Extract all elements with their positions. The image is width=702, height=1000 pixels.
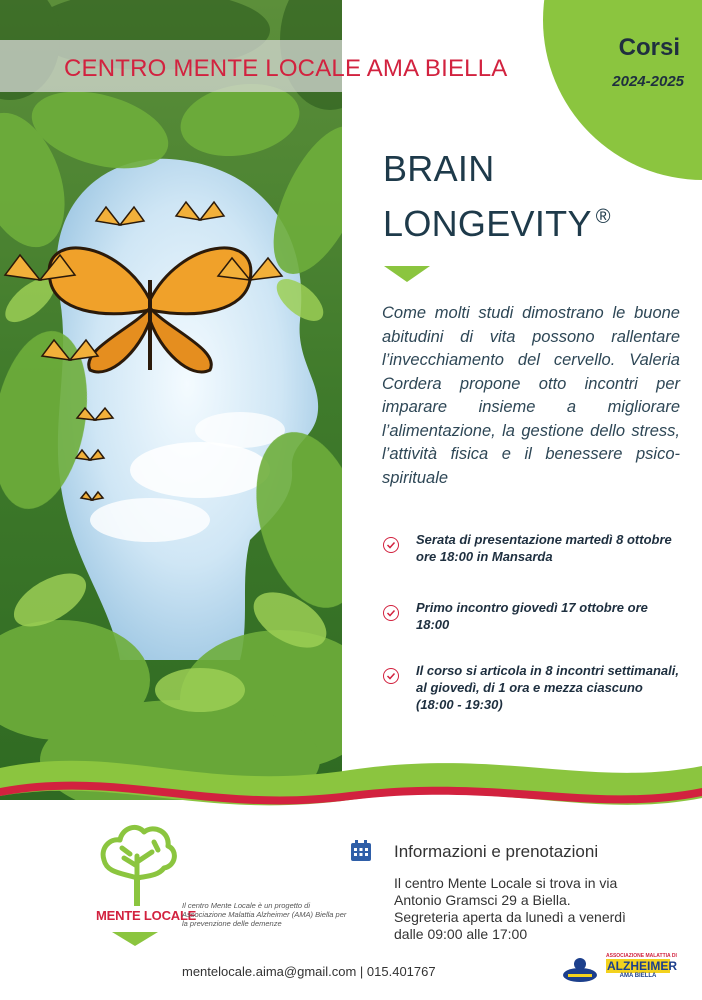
assoc-top: ASSOCIAZIONE MALATTIA DI bbox=[606, 953, 677, 959]
info-heading: Informazioni e prenotazioni bbox=[394, 842, 599, 861]
course-title-line2: LONGEVITY bbox=[383, 203, 592, 244]
corsi-label: Corsi bbox=[618, 34, 680, 61]
logo-name: MENTE LOCALE bbox=[96, 908, 197, 923]
bullet-text: Serata di presentazione martedì 8 ottobre ore 18:00 in Mansarda bbox=[416, 532, 672, 564]
partner-badge-icon bbox=[562, 955, 598, 983]
bullet-text: Primo incontro giovedì 17 ottobre ore 18:00 bbox=[416, 600, 648, 632]
logo-arrow-icon bbox=[112, 932, 158, 946]
check-circle-icon bbox=[383, 605, 399, 621]
assoc-main: ALZHEIMER bbox=[607, 959, 677, 973]
contact-line: mentelocale.aima@gmail.com | 015.401767 bbox=[182, 964, 436, 979]
decorative-waves bbox=[0, 748, 702, 818]
check-circle-icon bbox=[383, 537, 399, 553]
registered-mark: ® bbox=[595, 206, 611, 228]
course-title-line1: BRAIN bbox=[383, 148, 495, 189]
info-text: Il centro Mente Locale si trova in via Antonio Gramsci 29 a Biella. Segreteria aperta da lunedì a venerdì dalle 09:00 alle 17:00 bbox=[394, 875, 626, 942]
logo-note: Il centro Mente Locale è un progetto di Associazione Malattia Alzheimer (AMA) Biella per la prevenzione delle demenze bbox=[182, 901, 347, 928]
center-title: CENTRO MENTE LOCALE AMA BIELLA bbox=[64, 55, 508, 82]
calendar-icon bbox=[350, 840, 372, 862]
association-logo bbox=[606, 953, 677, 980]
corsi-years: 2024-2025 bbox=[612, 73, 684, 90]
bullet-text: Il corso si articola in 8 incontri settimanali, al giovedì, di 1 ora e mezza ciascuno (18:00 - 19:30) bbox=[416, 663, 679, 712]
course-title bbox=[383, 145, 611, 248]
course-description: Come molti studi dimostrano le buone abitudini di vita possono rallentare l’invecchiamento del cervello. Valeria Cordera propone otto incontri per imparare insieme a migliorare l’alimentazione, la gestione dello stress, l’attività fisica e il benessere psico-spirituale bbox=[382, 304, 680, 487]
check-circle-icon bbox=[383, 668, 399, 684]
title-arrow-icon bbox=[384, 266, 430, 282]
brain-tree-logo bbox=[92, 818, 182, 948]
assoc-bottom: AMA BIELLA bbox=[619, 973, 657, 979]
jungle-butterfly-illustration bbox=[0, 0, 342, 800]
